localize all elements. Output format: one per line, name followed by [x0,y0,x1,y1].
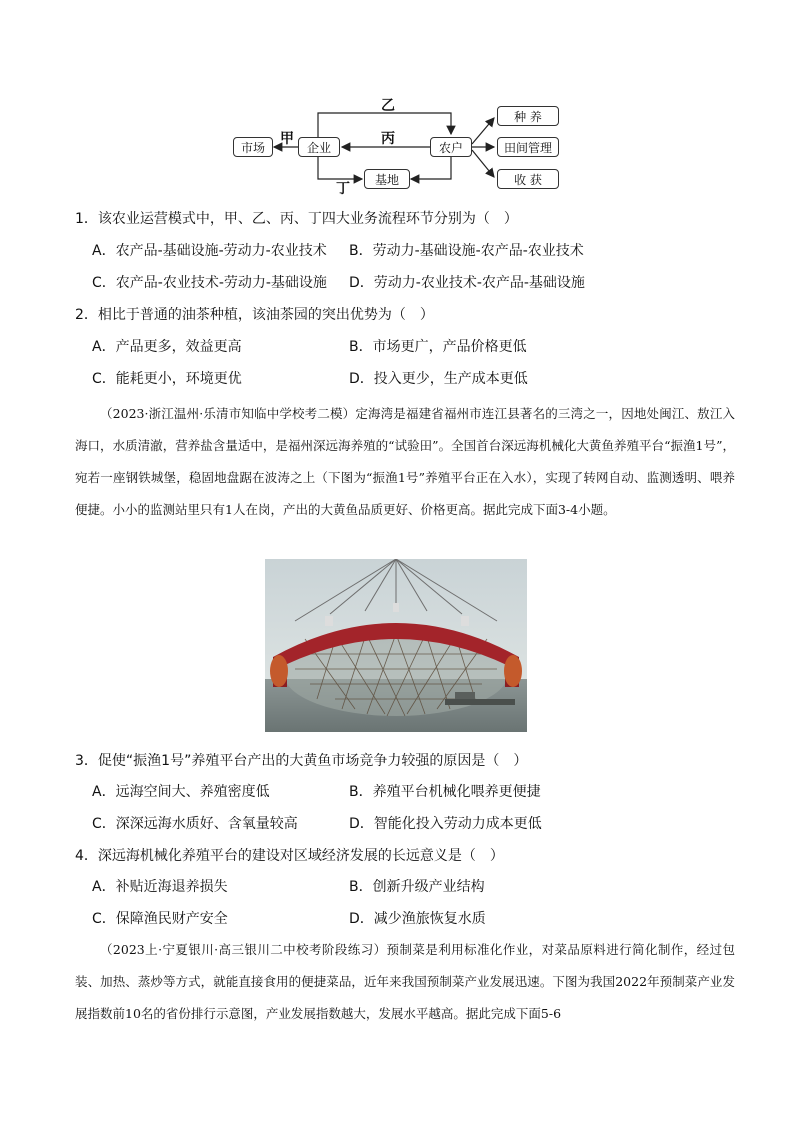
question-1-stem: 1．该农业运营模式中，甲、乙、丙、丁四大业务流程环节分别为（ ） [75,211,518,227]
question-2-option-a[interactable]: A．产品更多，效益更高 [92,339,242,355]
question-2-option-d[interactable]: D．投入更少，生产成本更低 [349,371,528,387]
question-4-option-a[interactable]: A．补贴近海退养损失 [92,879,228,895]
question-2-option-c[interactable]: C．能耗更小，环境更优 [92,371,242,387]
passage-3-4: （2023·浙江温州·乐清市知临中学校考二模）定海湾是福建省福州市连江县著名的三湾之一，因地处闽江、敖江入海口，水质清澈，营养盐含量适中，是福州深远海养殖的“试验田”。全国首台深远海机械化大黄鱼养殖平台“振渔1号”，宛若一座钢铁城堡，稳固地盘踞在波涛之上（下图为“振渔1号”养殖平台正在入水），实现了转网自动、监测透明、喂养便捷。小小的监测站里只有1人在岗，产出的大黄鱼品质更好、价格更高。据此完成下面3-4小题。 [75,406,735,517]
question-1-option-b[interactable]: B．劳动力-基础设施-农产品-农业技术 [349,243,584,259]
node-enterprise: 企业 [298,137,340,157]
question-4-option-c[interactable]: C．保障渔民财产安全 [92,911,228,927]
label-ding: 丁 [336,181,350,197]
question-3-option-b[interactable]: B．养殖平台机械化喂养更便捷 [349,784,541,800]
node-planting: 种 养 [497,106,559,126]
node-harvest: 收 获 [497,169,559,189]
question-1-option-a[interactable]: A．农产品-基础设施-劳动力-农业技术 [92,243,327,259]
label-bing: 丙 [381,131,395,147]
question-4-stem: 4．深远海机械化养殖平台的建设对区域经济发展的长远意义是（ ） [75,848,504,864]
question-4-option-b[interactable]: B．创新升级产业结构 [349,879,485,895]
node-base: 基地 [364,169,410,189]
label-yi: 乙 [381,98,395,114]
question-3-option-d[interactable]: D．智能化投入劳动力成本更低 [349,816,542,832]
question-3-stem: 3．促使“振渔1号”养殖平台产出的大黄鱼市场竞争力较强的原因是（ ） [75,753,528,769]
node-field-management: 田间管理 [497,137,559,157]
question-2-option-b[interactable]: B．市场更广，产品价格更低 [349,339,527,355]
question-4-option-d[interactable]: D．减少渔旅恢复水质 [349,911,486,927]
question-1-option-d[interactable]: D．劳动力-农业技术-农产品-基础设施 [349,275,585,291]
node-market: 市场 [233,137,273,157]
node-farmer: 农户 [430,137,472,157]
aquaculture-platform-photo [265,559,527,732]
label-jia: 甲 [280,131,294,147]
question-1-option-c[interactable]: C．农产品-农业技术-劳动力-基础设施 [92,275,327,291]
question-3-option-c[interactable]: C．深深远海水质好、含氧量较高 [92,816,298,832]
question-3-option-a[interactable]: A．远海空间大、养殖密度低 [92,784,270,800]
passage-5-6: （2023上·宁夏银川·高三银川二中校考阶段练习）预制菜是利用标准化作业，对菜品原料进行简化制作，经过包装、加热、蒸炒等方式，就能直接食用的便捷菜品，近年来我国预制菜产业发展迅速。下图为我国2022年预制菜产业发展指数前10名的省份排行示意图，产业发展指数越大，发展水平越高。据此完成下面5-6 [75,942,735,1021]
question-2-stem: 2．相比于普通的油茶种植，该油茶园的突出优势为（ ） [75,307,434,323]
